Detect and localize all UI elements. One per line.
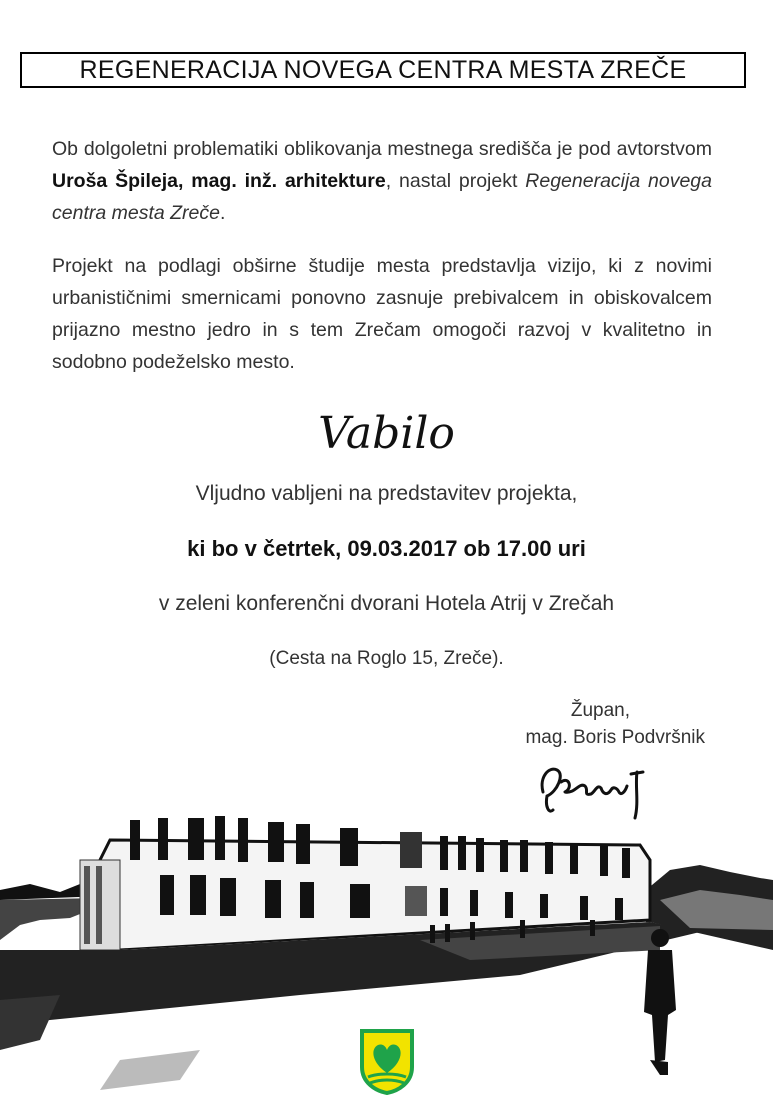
- invitation-venue: v zeleni konferenčni dvorani Hotela Atrij v Zrečah: [158, 592, 615, 615]
- document-title: REGENERACIJA NOVEGA CENTRA MESTA ZREČE: [20, 52, 746, 88]
- coat-of-arms-icon: [358, 1027, 416, 1095]
- invitation-line-1: Vljudno vabljeni na predstavitev projekta,: [195, 482, 578, 505]
- intro-text-3: .: [219, 202, 226, 224]
- intro-paragraph: [52, 133, 712, 229]
- intro-text-1: Ob dolgoletni problematiki oblikovanja mestnega središča je pod avtorstvom: [52, 138, 712, 160]
- signatory-name: mag. Boris Podvršnik: [525, 727, 705, 748]
- invitation-address: (Cesta na Roglo 15, Zreče).: [269, 648, 504, 669]
- invitation-heading: Vabilo: [318, 408, 455, 459]
- project-name: Regeneracija novega centra mesta Zreče: [52, 170, 712, 224]
- author-name: Uroša Špileja, mag. inž. arhitekture: [52, 170, 386, 192]
- invitation-date-time: ki bo v četrtek, 09.03.2017 ob 17.00 uri: [187, 536, 586, 561]
- signatory-role: Župan,: [570, 700, 630, 721]
- vision-paragraph: Projekt na podlagi obširne študije mesta predstavlja vizijo, ki z novimi urbanističnimi smernicami ponovno zasnuje prebivalcem in obiskovalcem prijazno mestno jedro in s tem Zrečam omogoči razvoj v kvalitetno in sodobno podeželsko mesto.: [52, 255, 712, 373]
- intro-text-2: , nastal projekt: [385, 170, 526, 192]
